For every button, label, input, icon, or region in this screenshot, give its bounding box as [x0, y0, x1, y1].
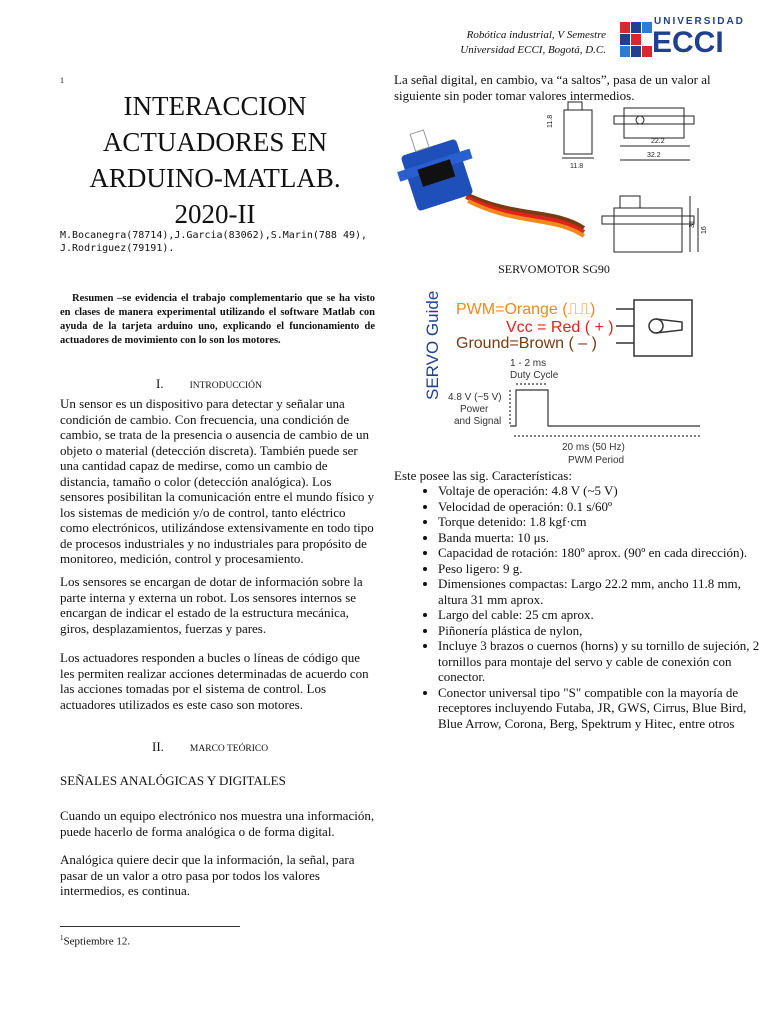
period-value: 20 ms (50 Hz) — [562, 442, 625, 453]
subheading: SEÑALES ANALÓGICAS Y DIGITALES — [60, 773, 286, 788]
title-line: 2020-II — [174, 199, 256, 229]
period-label: PWM Period — [568, 455, 625, 466]
paragraph: Los sensores se encargan de dotar de información sobre la parte interna y externa un robot. Los sensores internos se encargan de indicar el estado de la estructura mecánica, giros, desplazamientos, fuerzas y pares. — [60, 574, 363, 636]
duty-value: 1 - 2 ms — [510, 358, 547, 369]
abstract: Resumen –se evidencia el trabajo complementario que se ha visto en clases de manera experimental utilizando el software Matlab con ayuda de la tarjeta arduino uno, explicando el funcionamiento de actuadores de movimiento con lo son los motores. — [60, 293, 375, 346]
header-course-line: Robótica industrial, V Semestre — [466, 29, 606, 41]
footnote-text: Septiembre 12. — [63, 935, 131, 948]
footnote-divider — [60, 926, 240, 927]
footnote-ref: 1 — [60, 76, 64, 85]
dimension-label: 22.2 — [651, 138, 665, 145]
vcc-label: Vcc = Red ( + ) — [506, 319, 614, 336]
section-name: MARCO TEÓRICO — [189, 744, 269, 754]
feature-item: • Banda muerta: 10 μs. — [438, 530, 760, 546]
feature-item: • Largo del cable: 25 cm aprox. — [438, 607, 760, 623]
features-list — [396, 483, 760, 731]
feature-item: • Velocidad de operación: 0.1 s/60º — [438, 499, 760, 515]
servo-figure — [394, 98, 714, 258]
paragraph: Los actuadores responden a bucles o líneas de código que les permiten realizar acciones determinadas de acuerdo con las acciones tomadas por el sistema de control. Los actuadores utilizados es este caso son motores. — [60, 650, 369, 712]
section-heading-intro — [156, 376, 262, 392]
ecci-logo-icon — [620, 20, 654, 60]
voltage-label: 4.8 V (~5 V) — [448, 392, 502, 403]
section-number: I. — [156, 376, 164, 391]
feature-item: • Voltaje de operación: 4.8 V (~5 V) — [438, 483, 760, 499]
dimension-label: 16 — [701, 226, 708, 234]
feature-item: • Conector universal tipo "S" compatible con la mayoría de receptores incluyendo Futaba, JR, GWS, Cirrus, Blue Bird, Blue Arrow, Corona, Berg, Spektrum y Hitec, entre otros — [438, 685, 760, 732]
paragraph: Cuando un equipo electrónico nos muestra una información, puede hacerlo de forma analógica o de forma digital. — [60, 808, 375, 839]
footnote — [60, 934, 130, 948]
guide-title: SERVO Guide — [423, 290, 442, 400]
features-intro: Este posee las sig. Características: — [394, 468, 572, 483]
dimension-label: 11.8 — [547, 114, 554, 128]
footnote-number: 1 — [60, 934, 64, 942]
signal-label: and Signal — [454, 416, 502, 427]
paragraph: La señal digital, en cambio, va “a saltos”, pasa de un valor al siguiente sin poder tomar valores intermedios. — [394, 72, 711, 103]
section-name: INTRODUCCIÓN — [189, 381, 262, 391]
figure-caption: SERVOMOTOR SG90 — [498, 262, 610, 276]
feature-item: • Peso ligero: 9 g. — [438, 561, 760, 577]
feature-item: • Piñonería plástica de nylon, — [438, 623, 760, 639]
title-line: ACTUADORES EN — [102, 127, 328, 157]
ground-label: Ground=Brown ( – ) — [456, 335, 597, 352]
paper-title — [62, 88, 368, 232]
logo-small-text: UNIVERSIDAD — [654, 16, 745, 27]
paragraph: Analógica quiere decir que la información, la señal, para pasar de un valor a otro pasa por todos los valores intermedios, es continua. — [60, 852, 355, 898]
feature-item: • Incluye 3 brazos o cuernos (horns) y su tornillo de sujeción, 2 tornillos para montaje del servo y cable de conexión con conector. — [438, 638, 760, 685]
title-line: INTERACCION — [123, 91, 307, 121]
title-line: ARDUINO-MATLAB. — [89, 163, 341, 193]
dimension-label: 32.2 — [647, 152, 661, 159]
section-number: II. — [152, 739, 164, 754]
logo-big-text: ECCI — [652, 26, 724, 59]
duty-label: Duty Cycle — [510, 370, 559, 381]
section-heading-marco — [152, 739, 268, 755]
dimension-label: 11.8 — [570, 163, 584, 170]
power-label: Power — [460, 404, 489, 415]
feature-item: • Torque detenido: 1.8 kgf·cm — [438, 514, 760, 530]
header-university-line: Universidad ECCI, Bogotá, D.C. — [460, 44, 606, 56]
feature-item: • Dimensiones compactas: Largo 22.2 mm, ancho 11.8 mm, altura 31 mm aprox. — [438, 576, 760, 607]
pwm-label: PWM=Orange (⎍⎍) — [456, 301, 596, 318]
authors: M.Bocanegra(78714),J.Garcia(83062),S.Marin(788 49), J.Rodriguez(79191). — [60, 230, 368, 254]
feature-item: • Capacidad de rotación: 180º aprox. (90º en cada dirección). — [438, 545, 760, 561]
paragraph: Un sensor es un dispositivo para detectar y señalar una condición de cambio. Con frecuencia, una condición de cambio, se trata de la presencia o ausencia de cambio de un objeto o material (detección discreta). También puede ser una cantidad capaz de medirse, como un cambio de distancia, tamaño o color (detección analógica). Los sensores posibilitan la comunicación entre el mundo físico y los sistemas de medición y/o de control, tanto eléctrico como electrónicos, utilizándose extensivamente en todo tipo de procesos industriales y no industriales para propósito de monitoreo, medición, control y procesamiento. — [60, 396, 375, 566]
dimension-label: 31 — [689, 220, 696, 228]
servo-guide-diagram — [420, 290, 720, 470]
